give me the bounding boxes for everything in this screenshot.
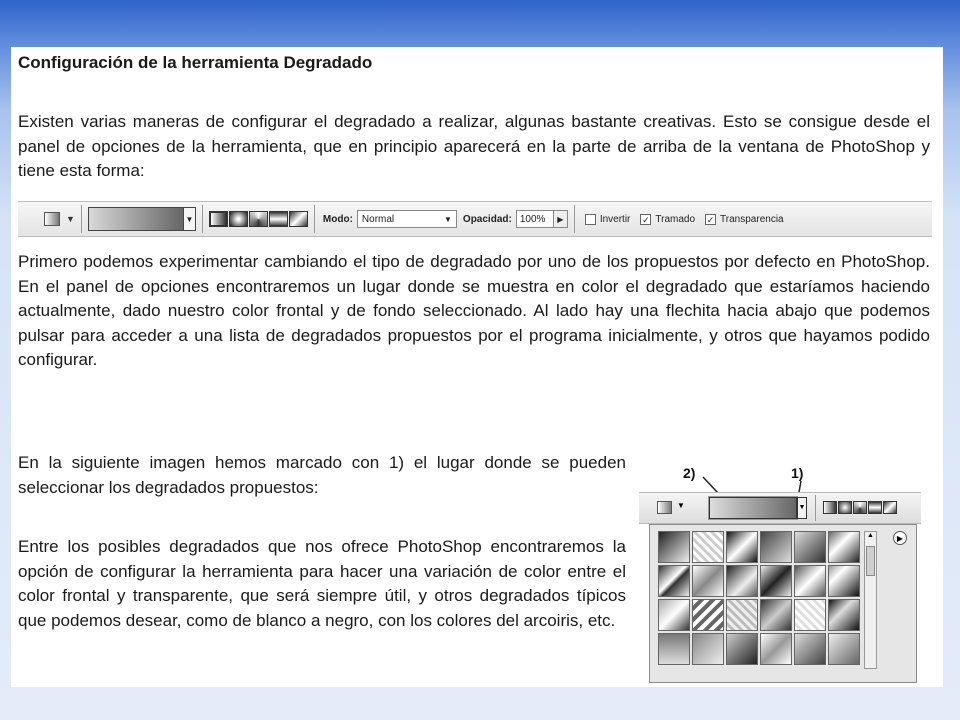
gradient-preset-swatch[interactable] [726, 633, 758, 665]
gradient-preview-swatch[interactable] [88, 207, 184, 231]
invert-checkbox[interactable] [585, 214, 631, 225]
checkbox-checked-icon[interactable]: ✓ [706, 214, 715, 225]
checkbox-unchecked-icon[interactable] [585, 214, 596, 225]
paragraph-third: En la siguiente imagen hemos marcado con 1) el lugar donde se pueden seleccionar los degradados propuestos: [18, 453, 626, 497]
mode-label: Modo: [322, 213, 353, 225]
dither-label: Tramado [655, 213, 696, 225]
gradient-preset-swatch[interactable] [760, 599, 792, 631]
gradient-picker-figure [639, 463, 921, 683]
gradient-preset-swatch[interactable] [828, 531, 860, 563]
mode-select[interactable] [357, 210, 457, 228]
transparency-checkbox[interactable] [705, 214, 784, 225]
page-title: Configuración de la herramienta Degradado [18, 53, 373, 72]
chevron-down-icon[interactable]: ▼ [677, 501, 685, 510]
gradient-dropdown-arrow-icon[interactable]: ▼ [797, 497, 807, 519]
gradient-preset-swatch[interactable] [794, 633, 826, 665]
opacity-value: 100% [519, 213, 546, 225]
gradient-preset-swatch[interactable] [692, 599, 724, 631]
gradient-presets-panel [649, 524, 917, 683]
divider [815, 495, 816, 521]
picker-options-bar [639, 492, 921, 524]
transparency-label: Transparencia [720, 213, 784, 225]
chevron-down-icon[interactable]: ▼ [66, 214, 75, 224]
gradient-preset-swatch[interactable] [658, 565, 690, 597]
divider [574, 205, 575, 233]
scrollbar[interactable] [864, 531, 877, 669]
scrollbar-thumb[interactable] [866, 546, 875, 576]
divider [202, 205, 203, 233]
paragraph-second: Primero podemos experimentar cambiando el tipo de degradado por uno de los propuestos por defecto en PhotoShop. En el panel de opciones encontraremos un lugar donde se muestra en color el degradado que estaríamos haciendo actualmente, dado nuestro color frontal y de fondo seleccionado. Al lado hay una flechita hacia abajo que podemos pulsar para acceder a una lista de degradados propuestos por el programa inicialmente, y otros que hayamos podido configurar. [18, 252, 930, 369]
diamond-gradient-icon[interactable] [883, 501, 897, 514]
annotation-2: 2) [683, 465, 696, 481]
gradient-swatch-grid [658, 531, 860, 665]
annotation-1: 1) [791, 465, 804, 481]
gradient-preset-swatch[interactable] [726, 531, 758, 563]
chevron-up-icon[interactable]: ▲ [867, 532, 874, 539]
gradient-type-buttons [823, 501, 897, 514]
divider [314, 205, 315, 233]
gradient-preset-swatch[interactable] [692, 565, 724, 597]
gradient-preset-swatch[interactable] [794, 531, 826, 563]
gradient-preset-swatch[interactable] [760, 565, 792, 597]
panel-menu-icon[interactable]: ▶ [893, 531, 907, 545]
opacity-field[interactable] [516, 210, 554, 228]
gradient-tool-icon[interactable] [657, 501, 672, 514]
opacity-label: Opacidad: [462, 213, 512, 225]
radial-gradient-icon[interactable] [838, 501, 852, 514]
reflected-gradient-icon[interactable] [269, 211, 288, 227]
gradient-preset-swatch[interactable] [828, 633, 860, 665]
gradient-dropdown-arrow-icon[interactable]: ▼ [184, 207, 196, 231]
diamond-gradient-icon[interactable] [289, 211, 308, 227]
angle-gradient-icon[interactable] [249, 211, 268, 227]
gradient-type-buttons [209, 211, 308, 227]
mode-value: Normal [361, 213, 395, 225]
divider [81, 205, 82, 233]
document-page [11, 47, 943, 687]
gradient-options-bar [18, 201, 932, 237]
paragraph-fourth: Entre los posibles degradados que nos ofrece PhotoShop encontraremos la opción de configurar la herramienta para hacer una variación de color entre el color frontal y transparente, que será siempre útil, y otros degradados típicos que podemos desear, como de blanco a negro, con los colores del arcoiris, etc. [18, 537, 626, 630]
gradient-preset-swatch[interactable] [794, 565, 826, 597]
angle-gradient-icon[interactable] [853, 501, 867, 514]
invert-label: Invertir [599, 213, 631, 225]
gradient-preset-swatch[interactable] [794, 599, 826, 631]
checkbox-checked-icon[interactable]: ✓ [642, 214, 650, 225]
linear-gradient-icon[interactable] [823, 501, 837, 514]
chevron-right-icon[interactable]: ▶ [554, 210, 568, 228]
dither-checkbox[interactable] [640, 214, 695, 225]
linear-gradient-icon[interactable] [209, 211, 228, 227]
gradient-preset-swatch[interactable] [828, 599, 860, 631]
gradient-preset-swatch[interactable] [658, 531, 690, 563]
gradient-preset-swatch[interactable] [692, 633, 724, 665]
gradient-preset-swatch[interactable] [760, 633, 792, 665]
gradient-preset-swatch[interactable] [692, 531, 724, 563]
reflected-gradient-icon[interactable] [868, 501, 882, 514]
gradient-preset-swatch[interactable] [658, 633, 690, 665]
gradient-preset-swatch[interactable] [726, 599, 758, 631]
radial-gradient-icon[interactable] [229, 211, 248, 227]
gradient-tool-icon[interactable] [44, 212, 60, 226]
paragraph-intro: Existen varias maneras de configurar el degradado a realizar, algunas bastante creativas. Esto se consigue desde el panel de opciones de la herramienta, que en principio aparecerá en la parte de arriba de la ventana de PhotoShop y tiene esta forma: [18, 112, 930, 180]
gradient-preset-swatch[interactable] [760, 531, 792, 563]
chevron-down-icon: ▼ [444, 214, 452, 224]
gradient-preset-swatch[interactable] [726, 565, 758, 597]
gradient-preset-swatch[interactable] [658, 599, 690, 631]
gradient-preset-swatch[interactable] [828, 565, 860, 597]
gradient-preview-swatch[interactable] [709, 497, 797, 519]
